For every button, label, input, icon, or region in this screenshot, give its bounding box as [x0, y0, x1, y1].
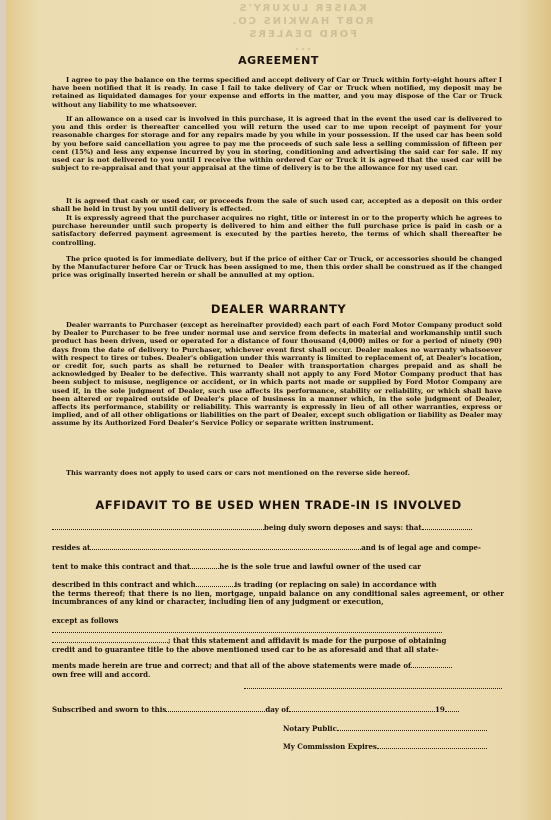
deponent-field[interactable] [422, 523, 472, 530]
commission-expiry-field[interactable] [377, 742, 487, 749]
deponent-signature-line[interactable] [244, 688, 502, 689]
affidavit-text: Subscribed and sworn to this [52, 705, 167, 714]
exceptions-field[interactable] [52, 626, 442, 633]
ghost-line: ... [293, 42, 311, 53]
affidavit-line-6 [52, 636, 504, 654]
affidavit-text: being duly sworn deposes and says: that [264, 523, 422, 532]
affidavit-line-1 [52, 523, 504, 533]
subscribed-line [52, 705, 504, 715]
notary-label: Notary Public [283, 724, 337, 733]
warranty-paragraph: This warranty does not apply to used cars or cars not mentioned on the reverse side hereof. [66, 469, 410, 477]
affidavit-text: and is of legal age and compe- [361, 543, 481, 552]
month-field[interactable] [289, 705, 435, 712]
affidavit-title: AFFIDAVIT TO BE USED WHEN TRADE-IN IS INVOLVED [95, 498, 462, 512]
notary-signature-field[interactable] [337, 724, 487, 731]
affidavit-text: described in this contract and which [52, 580, 196, 589]
notary-line [283, 724, 504, 734]
bleed-through-header [202, 2, 402, 54]
agreement-paragraph: It is expressly agreed that the purchaser acquires no right, title or interest in or to the property which he agrees to purchase hereunder until such property is delivered to him and either the full purchase price is paid in cash or a satisfactory deferred payment agreement is executed by the parties hereto, the terms of which shall thereafter be controlling. [52, 214, 502, 247]
pronoun-field-2[interactable] [411, 661, 452, 668]
agreement-title: AGREEMENT [238, 54, 319, 67]
affidavit-text: tent to make this contract and that [52, 562, 191, 571]
agreement-paragraph: It is agreed that cash or used car, or proceeds from the sale of such used car, accepted as a deposit on this order shall be held in trust by you until delivery is effected. [52, 197, 502, 214]
affidavit-line-4 [52, 580, 504, 607]
year-field[interactable] [445, 705, 459, 712]
commission-label: My Commission Expires [283, 742, 377, 751]
agreement-paragraph: I agree to pay the balance on the terms specified and accept delivery of Car or Truck within forty-eight hours after I have been notified that it is ready. In case I fail to take delivery of Car or Truck when notified, my deposit may be retained as liquidated damages for your expense and efforts in the matter, and you may dispose of the Car or Truck without any liability to me whatsoever. [52, 76, 502, 109]
affidavit-text: the terms thereof; that there is no lien, mortgage, unpaid balance on any conditional sales agreement, or other incumbrances of any kind or character, including lien of any judgment or execution, [52, 588, 504, 606]
agreement-paragraph: The price quoted is for immediate delivery, but if the price of either Car or Truck, or accessories should be changed by the Manufacturer before Car or Truck has been assigned to me, then this order shall be construed as if the changed price was originally inserted herein or shall be annulled at my option. [52, 255, 502, 280]
affidavit-text: he is the sole true and lawful owner of the used car [219, 562, 421, 571]
ghost-line: ROBT HAWKINS CO. [230, 16, 374, 27]
affidavit-text: is trading (or replacing on sale) in accordance with [234, 580, 437, 589]
ghost-line: FORD DEALERS [247, 29, 357, 40]
affidavit-text: ; that this statement and affidavit is made for the purpose of obtaining [168, 636, 447, 645]
warranty-paragraph: Dealer warrants to Purchaser (except as hereinafter provided) each part of each Ford Motor Company product sold by Dealer to Purchaser to be free under normal use and service from defects in material and workmanship until such product has been driven, used or operated for a distance of four thousand (4,000) miles or for a period of ninety (90) days from the date of delivery to Purchaser, whichever event first shall occur. Dealer makes no warranty whatsoever with respect to tires or tubes. Dealer's obligation under this warranty is limited to replacement of, at Dealer's location, or credit for, such parts as shall be returned to Dealer with transportation charges prepaid and as shall be acknowledged by Dealer to be defective. This warranty shall not apply to any Ford Motor Company product that has been subject to misuse, negligence or accident, or in which parts not made or supplied by Ford Motor Company are used if, in the sole judgment of Dealer, such use affects its performance, stability or reliability, or which shall have been altered or repaired outside of Dealer's place of business in a manner which, in the sole judgment of Dealer, affects its performance, stability or reliability. This warranty is expressly in lieu of all other warranties, express or implied, and of all other obligations or liabilities on the part of Dealer, except such obligation or liability as Dealer may assume by its Authorized Ford Dealer's Service Policy or separate written instrument. [52, 321, 502, 428]
affidavit-line-7 [52, 661, 504, 679]
agreement-paragraph: If an allowance on a used car is involved in this purchase, it is agreed that in the event the used car is delivered to you and this order is thereafter cancelled you will return the used car to me upon receipt of payment for your reasonable charges for storage and for any repairs made by you while in your possession. If the used car has been sold by you before said cancellation you agree to pay me the proceeds of such sale less a selling commission of fifteen per cent (15%) and less any expense incurred by you in storing, conditioning and advertising the said car for sale. If my used car is not delivered to you until I receive the within ordered Car or Truck it is agreed that the used car will be subject to re-appraisal and that your appraisal at the time of delivery is to be the allowance for my used car. [52, 115, 502, 173]
affidavit-text: except as follows [52, 616, 119, 625]
affidavit-text: ments made herein are true and correct; and that all of the above statements were made of [52, 661, 411, 670]
affidavit-line-5 [52, 617, 504, 635]
residence-field[interactable] [90, 543, 361, 550]
affidavit-text: resides at [52, 543, 91, 552]
exceptions-continued-field[interactable] [52, 636, 168, 643]
ghost-line: KAISER LUXURY'S [237, 3, 367, 14]
document-page [6, 0, 551, 820]
day-field[interactable] [166, 705, 265, 712]
affidavit-text: day of [265, 705, 289, 714]
affidavit-text: 19 [434, 705, 445, 714]
affidavit-text: own free will and accord. [52, 669, 151, 679]
affidavit-text: credit and to guarantee title to the above mentioned used car to be as aforesaid and that all state- [52, 644, 439, 654]
deponent-name-field[interactable] [52, 523, 264, 530]
affidavit-line-2 [52, 543, 504, 553]
trading-party-field[interactable] [196, 580, 235, 587]
commission-line [283, 742, 504, 752]
affidavit-line-3 [52, 562, 504, 572]
pronoun-field[interactable] [190, 562, 219, 569]
warranty-title: DEALER WARRANTY [210, 302, 347, 316]
